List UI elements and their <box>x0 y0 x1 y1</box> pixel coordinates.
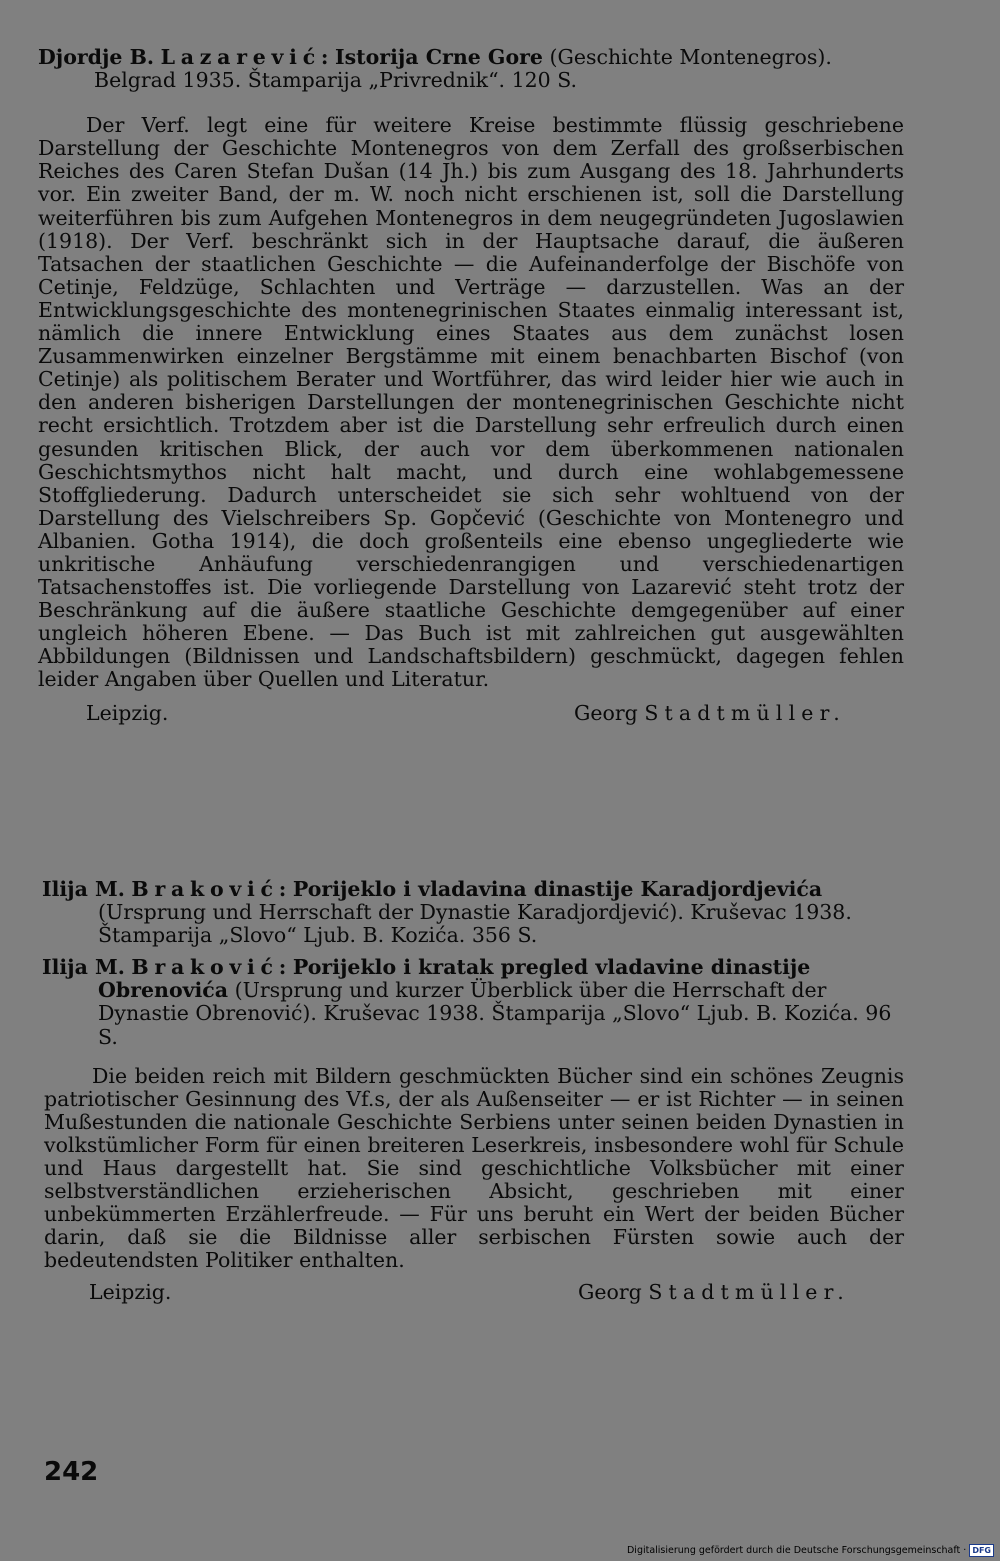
book-title: Porijeklo i kratak pregled vladavine dinastije Obrenovića <box>98 955 811 1003</box>
bibliographic-entry <box>42 956 904 1048</box>
signature-reviewer <box>574 702 846 725</box>
review-brakovic <box>38 878 904 1305</box>
reviewer-first-name: Georg <box>574 700 638 725</box>
review-lazarevic <box>38 46 904 726</box>
book-title: Porijeklo i vladavina dinastije Karadjordjevića <box>292 877 823 901</box>
author-colon: : <box>320 45 329 69</box>
reviewer-first-name: Georg <box>578 1279 642 1304</box>
author-first-name: Djordje B. <box>38 45 155 69</box>
bibliographic-details: (Ursprung und kurzer Überblick über die Herrschaft der Dynastie Obrenović). Kruševac 1938. Štamparija „Slovo“ Ljub. B. Kozića. 96 S. <box>98 978 892 1049</box>
author-colon: : <box>278 955 287 980</box>
signature-place: Leipzig. <box>86 700 169 725</box>
digitization-footer <box>627 1543 994 1557</box>
author-last-name: Braković <box>131 955 279 980</box>
signature-line <box>38 702 904 726</box>
page-number: 242 <box>44 1457 99 1487</box>
bibliographic-entry <box>38 46 904 92</box>
author-colon: : <box>278 877 287 901</box>
book-title: Istorija Crne Gore <box>335 45 543 69</box>
signature-line <box>38 1281 904 1305</box>
reviewer-last-name: Stadtmüller. <box>648 1279 850 1304</box>
author-last-name: Lazarević <box>160 45 321 69</box>
author-last-name: Braković <box>131 877 279 901</box>
footer-credit: Digitalisierung gefördert durch die Deutsche Forschungsgemeinschaft · <box>626 1544 967 1556</box>
signature-reviewer <box>578 1281 850 1304</box>
dfg-logo-icon: DFG <box>969 1544 994 1557</box>
bibliographic-entry <box>42 878 904 947</box>
signature-place: Leipzig. <box>89 1279 172 1304</box>
review-body: Der Verf. legt eine für weitere Kreise bestimmte flüssig geschriebene Darstellung der Geschichte Montenegros von dem Zerfall des großserbischen Reiches des Caren Stefan Dušan (14 Jh.) bis zum Ausgang des 18. Jahrhunderts vor. Ein zweiter Band, der m. W. noch nicht erschienen ist, soll die Darstellung weiterführen bis zum Aufgehen Montenegros in dem neugegründeten Jugoslawien (1918). Der Verf. beschränkt sich in der Hauptsache darauf, die äußeren Tatsachen der staatlichen Geschichte — die Aufeinanderfolge der Bischöfe von Cetinje, Feldzüge, Schlachten und Verträge — darzustellen. Was an der Entwicklungsgeschichte des montenegrinischen Staates einmalig interessant ist, nämlich die innere Entwicklung eines Staates aus dem zunächst losen Zusammenwirken einzelner Bergstämme mit einem benachbarten Bischof (von Cetinje) als politischem Berater und Wortführer, das wird leider hier wie auch in den anderen bisherigen Darstellungen der montenegrinischen Geschichte nicht recht ersichtlich. Trotzdem aber ist die Darstellung sehr erfreulich durch einen gesunden kritischen Blick, der auch vor dem überkommenen nationalen Geschichtsmythos nicht halt macht, und durch eine wohlabgemessene Stoffgliederung. Dadurch unterscheidet sie sich sehr wohltuend von der Darstellung des Vielschreibers Sp. Gopčević (Geschichte von Montenegro und Albanien. Gotha 1914), die doch großenteils eine ebenso ungegliederte wie unkritische Anhäufung verschiedenrangigen und verschiedenartigen Tatsachenstoffes ist. Die vorliegende Darstellung von Lazarević steht trotz der Beschränkung auf die äußere staatliche Geschichte demgegenüber auf einer ungleich höheren Ebene. — Das Buch ist mit zahlreichen gut ausgewählten Abbildungen (Bildnissen und Landschaftsbildern) geschmückt, dagegen fehlen leider Angaben über Quellen und Literatur. <box>38 113 904 692</box>
author-first-name: Ilija M. <box>42 955 125 980</box>
review-body: Die beiden reich mit Bildern geschmückten Bücher sind ein schönes Zeugnis patriotischer Gesinnung des Vf.s, der als Außenseiter — er ist Richter — in seinen Mußestunden die nationale Geschichte Serbiens unter seinen beiden Dynastien in volkstümlicher Form für einen breiteren Leserkreis, insbesondere wohl für Schule und Haus dargestellt hat. Sie sind geschichtliche Volksbücher mit einer selbstverständlichen erzieherischen Absicht, geschrieben mit einer unbekümmerten Erzählerfreude. — Für uns beruht ein Wert der beiden Bücher darin, daß sie die Bildnisse aller serbischen Fürsten sowie auch der bedeutendsten Politiker enthalten. <box>44 1063 904 1273</box>
bibliographic-details: (Geschichte Montenegros). Belgrad 1935. Štamparija „Privrednik“. 120 S. <box>94 45 832 93</box>
reviewer-last-name: Stadtmüller. <box>644 700 846 725</box>
bibliographic-details: (Ursprung und Herrschaft der Dynastie Karadjordjević). Kruševac 1938. Štamparija „Slovo“ Ljub. B. Kozića. 356 S. <box>98 900 852 948</box>
author-first-name: Ilija M. <box>42 877 125 901</box>
